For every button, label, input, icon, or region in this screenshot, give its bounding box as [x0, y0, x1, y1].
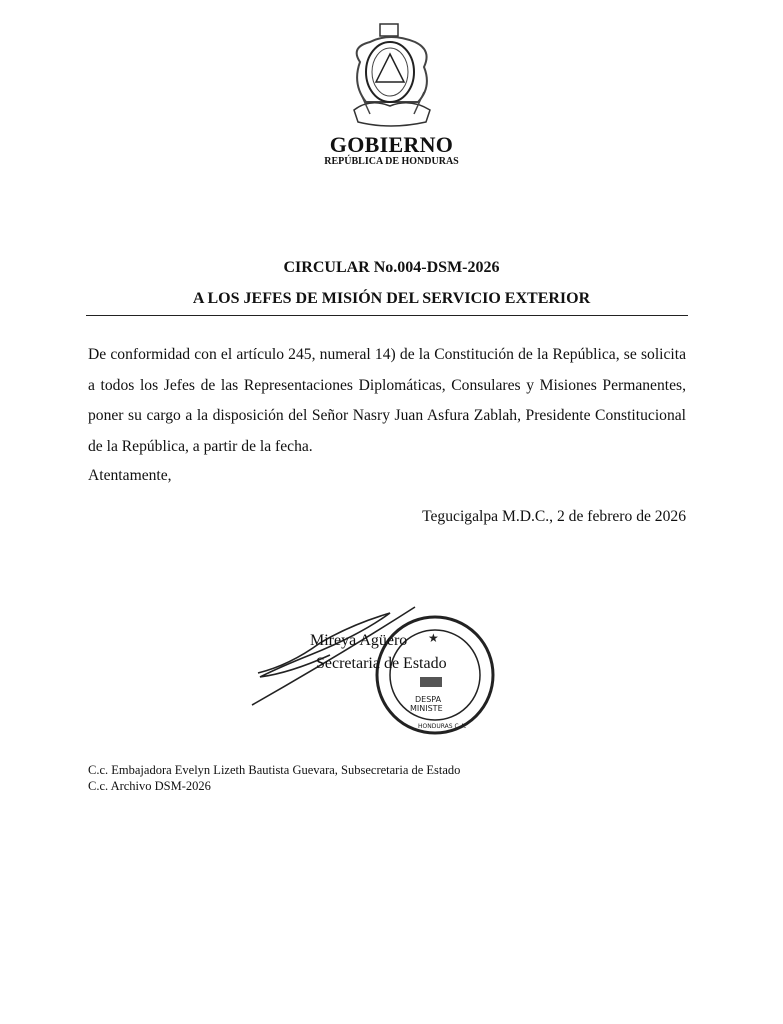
cc-line: C.c. Embajadora Evelyn Lizeth Bautista Guevara, Subsecretaria de Estado	[88, 763, 461, 777]
body-paragraph: De conformidad con el artículo 245, numeral 14) de la Constitución de la República, se solicita a todos los Jefes de las Representaciones Diplomáticas, Consulares y Misiones Permanentes, poner su cargo a la disposición del Señor Nasry Juan Asfura Zablah, Presidente Constitucional de la República, a partir de la fecha.	[88, 346, 686, 455]
divider	[86, 315, 688, 316]
circular-recipient: A LOS JEFES DE MISIÓN DEL SERVICIO EXTERIOR	[192, 290, 591, 307]
country-subtitle: REPÚBLICA DE HONDURAS	[324, 156, 459, 167]
closing: Atentamente,	[88, 467, 172, 484]
signer-name: Mireya Agüero	[310, 632, 408, 649]
svg-text:HONDURAS C.A.: HONDURAS C.A.	[418, 723, 467, 730]
svg-text:★: ★	[428, 631, 439, 645]
place-date: Tegucigalpa M.D.C., 2 de febrero de 2026	[422, 508, 686, 525]
svg-text:DESPA: DESPA	[415, 695, 442, 704]
body-text	[88, 340, 686, 462]
signer-title: Secretaria de Estado	[316, 655, 447, 672]
cc-line: C.c. Archivo DSM-2026	[88, 779, 211, 793]
circular-number: CIRCULAR No.004-DSM-2026	[283, 259, 500, 276]
svg-text:MINISTE: MINISTE	[410, 704, 443, 713]
government-title: GOBIERNO	[329, 132, 454, 157]
coat-of-arms-icon	[340, 22, 444, 134]
